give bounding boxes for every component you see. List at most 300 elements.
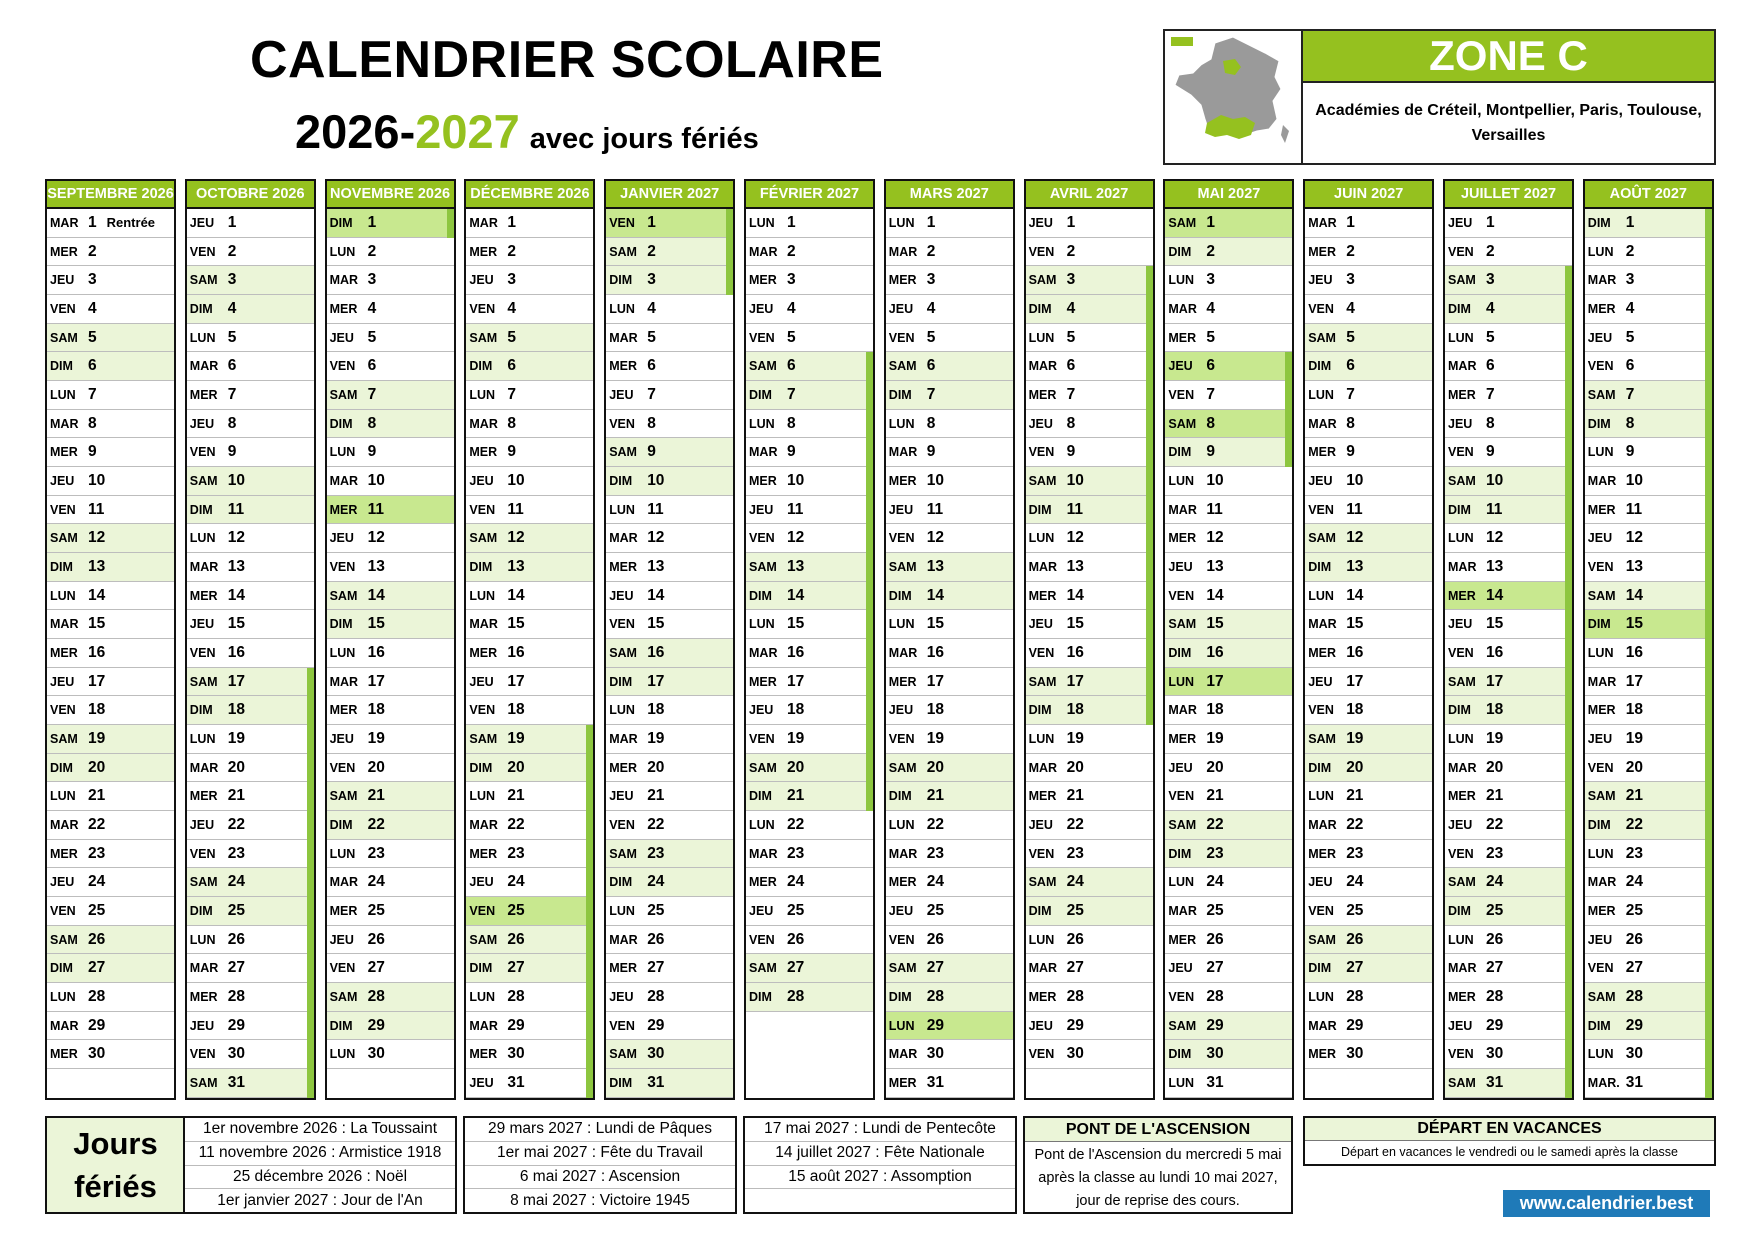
day-row [187, 381, 314, 410]
day-name: DIM [1168, 445, 1192, 460]
day-name: DIM [1168, 645, 1192, 660]
day-number: 2 [1486, 242, 1495, 260]
day-row [606, 1040, 733, 1069]
day-number: 12 [1625, 529, 1644, 547]
day-row [466, 467, 593, 496]
day-row [886, 553, 1013, 582]
day-name: JEU [1448, 215, 1473, 230]
day-number: 13 [1066, 557, 1084, 575]
day-name: MAR [329, 273, 359, 288]
day-row [466, 295, 593, 324]
day-row [187, 725, 314, 754]
day-row [1165, 725, 1292, 754]
day-name: SAM [1308, 531, 1336, 546]
day-number: 5 [1066, 328, 1076, 346]
day-name: DIM [1587, 617, 1611, 632]
holiday-entry: 29 mars 2027 : Lundi de Pâques [465, 1118, 735, 1142]
day-number: 23 [1486, 844, 1504, 862]
holiday-entry: 25 décembre 2026 : Noël [185, 1166, 455, 1190]
day-name: JEU [50, 674, 75, 689]
day-number: 26 [507, 930, 525, 948]
day-name: MER [469, 846, 498, 861]
day-row [1585, 496, 1712, 525]
holiday-entry: 1er novembre 2026 : La Toussaint [185, 1118, 455, 1142]
day-number: 28 [1486, 987, 1504, 1005]
day-name: MER [189, 588, 218, 603]
day-number: 21 [1346, 787, 1364, 805]
day-row [1165, 897, 1292, 926]
day-number: 14 [88, 586, 106, 604]
day-name: LUN [1587, 645, 1614, 660]
day-name: JEU [1308, 473, 1333, 488]
day-name: VEN [329, 559, 356, 574]
day-name: MER [189, 989, 218, 1004]
day-name: SAM [469, 531, 498, 546]
day-number: 1 [507, 213, 517, 231]
day-number: 20 [367, 758, 385, 776]
day-name: JEU [749, 703, 774, 718]
day-name: DIM [1028, 301, 1052, 316]
month-days [327, 209, 454, 1069]
day-row [466, 582, 593, 611]
vacation-bar [447, 209, 454, 238]
day-name: SAM [1168, 817, 1197, 832]
day-row [327, 1040, 454, 1069]
day-name: MER [189, 387, 218, 402]
day-row [746, 209, 873, 238]
day-row [1165, 438, 1292, 467]
day-number: 25 [227, 901, 246, 919]
day-number: 23 [507, 844, 525, 862]
month-column [185, 179, 316, 1100]
day-row [886, 209, 1013, 238]
day-number: 7 [926, 385, 936, 403]
day-name: MAR [888, 846, 918, 861]
day-row [1305, 352, 1432, 381]
day-row [1165, 295, 1292, 324]
day-number: 6 [1066, 357, 1076, 375]
day-name: LUN [189, 531, 216, 546]
day-number: 25 [926, 901, 945, 919]
day-name: VEN [888, 330, 915, 345]
day-row [327, 926, 454, 955]
day-name: MAR [1168, 703, 1197, 718]
day-number: 13 [88, 557, 106, 575]
day-row [466, 324, 593, 353]
day-name: MER [50, 846, 78, 861]
day-number: 31 [507, 1073, 525, 1091]
day-name: DIM [189, 703, 213, 718]
day-row [886, 352, 1013, 381]
day-name: SAM [50, 531, 78, 546]
day-row [886, 782, 1013, 811]
day-number: 26 [1206, 930, 1224, 948]
day-row [187, 983, 314, 1012]
day-name: JEU [469, 1075, 494, 1090]
day-name: JEU [50, 273, 75, 288]
day-number: 17 [647, 672, 665, 690]
day-row [1585, 467, 1712, 496]
day-row [466, 1040, 593, 1069]
day-number: 17 [227, 672, 246, 690]
day-row [1445, 467, 1572, 496]
day-number: 28 [227, 987, 246, 1005]
page-subtitle [295, 104, 759, 159]
day-number: 15 [1206, 615, 1224, 633]
day-name: DIM [50, 559, 73, 574]
day-name: JEU [609, 588, 634, 603]
zone-title: ZONE C [1303, 31, 1714, 83]
day-row [606, 496, 733, 525]
day-number: 20 [926, 758, 945, 776]
day-row [886, 582, 1013, 611]
day-name: LUN [609, 903, 635, 918]
day-number: 12 [647, 529, 665, 547]
day-name: VEN [609, 1018, 635, 1033]
day-name: DIM [469, 760, 493, 775]
day-number: 30 [1206, 1045, 1224, 1063]
day-name: JEU [609, 387, 634, 402]
day-row [47, 438, 174, 467]
day-number: 26 [227, 930, 246, 948]
day-number: 21 [1486, 787, 1504, 805]
day-name: SAM [469, 932, 498, 947]
day-row [1585, 1012, 1712, 1041]
day-number: 19 [507, 729, 525, 747]
day-name: VEN [1308, 301, 1334, 316]
depart-vacances-box [1303, 1116, 1716, 1166]
day-row [886, 811, 1013, 840]
day-number: 27 [227, 959, 246, 977]
website-link[interactable]: www.calendrier.best [1503, 1190, 1710, 1217]
holiday-entry [745, 1189, 1015, 1212]
day-row [466, 610, 593, 639]
vacation-bar [1146, 266, 1153, 725]
day-row [327, 897, 454, 926]
day-row [1585, 524, 1712, 553]
day-number: 25 [1486, 901, 1504, 919]
day-row [1585, 811, 1712, 840]
day-row [606, 696, 733, 725]
day-row [606, 553, 733, 582]
day-number: 28 [1066, 987, 1084, 1005]
day-row [1585, 352, 1712, 381]
day-row [1445, 897, 1572, 926]
day-name: LUN [749, 817, 775, 832]
day-row [1026, 295, 1153, 324]
day-name: VEN [1028, 645, 1055, 660]
day-name: LUN [609, 301, 635, 316]
day-name: DIM [609, 875, 633, 890]
page-title: CALENDRIER SCOLAIRE [250, 31, 884, 89]
day-name: LUN [50, 789, 76, 804]
day-number: 16 [787, 643, 805, 661]
day-number: 8 [1066, 414, 1076, 432]
day-name: MAR [1448, 760, 1477, 775]
day-number: 16 [227, 643, 246, 661]
day-number: 19 [367, 729, 385, 747]
day-row [1585, 926, 1712, 955]
day-row [327, 266, 454, 295]
day-row [1026, 983, 1153, 1012]
day-name: MAR [888, 244, 918, 259]
day-name: LUN [1308, 588, 1334, 603]
day-row [606, 1069, 733, 1098]
day-number: 25 [507, 901, 525, 919]
day-number: 5 [926, 328, 936, 346]
day-number: 30 [227, 1045, 246, 1063]
day-number: 1 [926, 213, 936, 231]
day-row [1165, 238, 1292, 267]
day-name: LUN [1168, 473, 1195, 488]
day-number: 22 [1625, 815, 1644, 833]
day-name: DIM [1587, 416, 1611, 431]
day-name: MER [50, 1047, 78, 1062]
day-row [1165, 266, 1292, 295]
day-row [1445, 983, 1572, 1012]
day-number: 14 [507, 586, 525, 604]
day-row [1165, 1012, 1292, 1041]
day-row [1445, 496, 1572, 525]
day-row [1585, 410, 1712, 439]
day-row [606, 352, 733, 381]
day-row [47, 696, 174, 725]
day-number: 17 [1206, 672, 1224, 690]
day-row [606, 324, 733, 353]
day-number: 13 [507, 557, 525, 575]
day-row [746, 811, 873, 840]
day-name: VEN [749, 531, 775, 546]
day-row [746, 840, 873, 869]
day-name: SAM [609, 645, 637, 660]
day-number: 16 [88, 643, 106, 661]
month-days [1585, 209, 1712, 1098]
day-name: VEN [189, 1047, 216, 1062]
day-number: 24 [647, 873, 665, 891]
day-number: 7 [507, 385, 517, 403]
day-row [1445, 381, 1572, 410]
france-map-icon [1165, 31, 1303, 163]
day-number: 19 [647, 729, 665, 747]
day-number: 23 [227, 844, 246, 862]
day-name: SAM [749, 359, 777, 374]
day-number: 1 [88, 213, 97, 231]
day-number: 10 [367, 471, 385, 489]
day-row [187, 1040, 314, 1069]
day-row [187, 639, 314, 668]
day-number: 19 [787, 729, 805, 747]
day-name: LUN [888, 416, 915, 431]
day-row [47, 324, 174, 353]
day-row [746, 897, 873, 926]
day-name: LUN [469, 789, 496, 804]
day-number: 2 [787, 242, 796, 260]
day-row [1445, 438, 1572, 467]
day-row [466, 352, 593, 381]
day-number: 20 [787, 758, 805, 776]
day-number: 26 [367, 930, 385, 948]
day-number: 29 [1625, 1016, 1644, 1034]
day-name: LUN [329, 1047, 356, 1062]
day-number: 10 [926, 471, 945, 489]
day-number: 29 [1206, 1016, 1224, 1034]
day-row [1165, 209, 1292, 238]
day-row [187, 868, 314, 897]
day-row [886, 1040, 1013, 1069]
day-row [1445, 639, 1572, 668]
day-name: MAR [1168, 502, 1197, 517]
day-row [327, 324, 454, 353]
day-number: 14 [1066, 586, 1084, 604]
day-name: MAR [888, 645, 918, 660]
day-row [466, 266, 593, 295]
day-row [1585, 381, 1712, 410]
day-row [187, 524, 314, 553]
day-number: 11 [1346, 500, 1363, 518]
day-row [606, 610, 733, 639]
month-header: FÉVRIER 2027 [746, 181, 873, 209]
day-number: 2 [926, 242, 936, 260]
day-number: 1 [647, 213, 656, 231]
day-number: 2 [367, 242, 377, 260]
day-name: SAM [1028, 473, 1057, 488]
day-row [746, 868, 873, 897]
day-name: MAR [50, 215, 79, 230]
day-number: 16 [1346, 643, 1364, 661]
day-name: LUN [50, 387, 76, 402]
day-name: VEN [329, 961, 356, 976]
day-number: 6 [367, 357, 377, 375]
day-number: 6 [926, 357, 936, 375]
day-row [606, 524, 733, 553]
day-number: 27 [1066, 959, 1084, 977]
day-number: 13 [647, 557, 665, 575]
day-number: 22 [1346, 815, 1364, 833]
day-number: 23 [1346, 844, 1364, 862]
day-number: 13 [1206, 557, 1224, 575]
day-name: MAR [888, 1047, 918, 1062]
day-row [1445, 553, 1572, 582]
month-column [1303, 179, 1434, 1100]
day-name: LUN [189, 932, 216, 947]
day-row [886, 754, 1013, 783]
day-name: MER [329, 903, 358, 918]
day-row [1026, 381, 1153, 410]
day-number: 30 [88, 1045, 106, 1063]
day-name: MAR [1448, 559, 1477, 574]
day-number: 3 [926, 271, 936, 289]
day-name: VEN [189, 645, 216, 660]
day-name: VEN [1308, 703, 1334, 718]
day-number: 3 [647, 271, 656, 289]
day-row [886, 524, 1013, 553]
day-number: 11 [647, 500, 664, 518]
day-row [1305, 295, 1432, 324]
day-row [327, 696, 454, 725]
day-row [606, 868, 733, 897]
day-name: MER [329, 502, 358, 517]
day-row [746, 324, 873, 353]
day-number: 9 [787, 443, 796, 461]
day-row [187, 438, 314, 467]
day-number: 5 [647, 328, 656, 346]
pont-text: Pont de l'Ascension du mercredi 5 mai après la classe au lundi 10 mai 2027, jour de reprise des cours. [1034, 1147, 1282, 1209]
day-number: 24 [1486, 873, 1504, 891]
day-number: 14 [367, 586, 385, 604]
day-row [466, 1012, 593, 1041]
day-row [1165, 782, 1292, 811]
day-name: VEN [888, 731, 915, 746]
day-row [1165, 926, 1292, 955]
day-name: LUN [1168, 875, 1195, 890]
pont-title: PONT DE L'ASCENSION [1025, 1118, 1291, 1142]
day-number: 16 [1206, 643, 1224, 661]
day-row [1585, 782, 1712, 811]
month-header: AVRIL 2027 [1026, 181, 1153, 209]
day-number: 18 [507, 701, 525, 719]
day-name: DIM [1168, 244, 1192, 259]
holiday-entry: 8 mai 2027 : Victoire 1945 [510, 1191, 690, 1209]
day-row [1026, 639, 1153, 668]
day-number: 27 [647, 959, 665, 977]
day-number: 3 [1066, 271, 1076, 289]
day-name: JEU [189, 416, 215, 431]
day-name: DIM [749, 588, 772, 603]
day-row [327, 639, 454, 668]
day-name: DIM [189, 502, 213, 517]
day-name: MAR [50, 1018, 79, 1033]
day-name: LUN [1168, 674, 1195, 689]
day-row [187, 897, 314, 926]
day-number: 18 [367, 701, 385, 719]
day-row [187, 209, 314, 238]
day-number: 29 [647, 1016, 665, 1034]
day-number: 9 [926, 443, 936, 461]
zone-box [1163, 29, 1716, 165]
day-number: 1 [1206, 213, 1216, 231]
day-name: SAM [329, 989, 358, 1004]
day-name: JEU [469, 273, 494, 288]
day-row [466, 209, 593, 238]
day-row [187, 610, 314, 639]
day-name: SAM [1028, 674, 1057, 689]
day-number: 12 [926, 529, 945, 547]
day-row [1026, 324, 1153, 353]
day-name: SAM [609, 846, 637, 861]
day-name: LUN [749, 617, 775, 632]
day-name: LUN [609, 703, 635, 718]
day-name: JEU [189, 817, 215, 832]
day-row [47, 410, 174, 439]
day-number: 10 [787, 471, 805, 489]
day-row [1445, 582, 1572, 611]
day-name: DIM [1308, 359, 1332, 374]
day-number: 26 [926, 930, 945, 948]
day-number: 22 [1486, 815, 1504, 833]
day-row [466, 954, 593, 983]
vacation-bar [866, 352, 873, 811]
day-row [47, 266, 174, 295]
day-name: VEN [888, 531, 915, 546]
holidays-list-3 [743, 1116, 1017, 1214]
day-number: 4 [647, 299, 656, 317]
month-header: MARS 2027 [886, 181, 1013, 209]
day-row [606, 467, 733, 496]
day-name: SAM [1448, 473, 1476, 488]
day-name: LUN [1308, 789, 1334, 804]
day-number: 7 [1206, 385, 1216, 403]
vacation-bar [586, 725, 593, 1098]
